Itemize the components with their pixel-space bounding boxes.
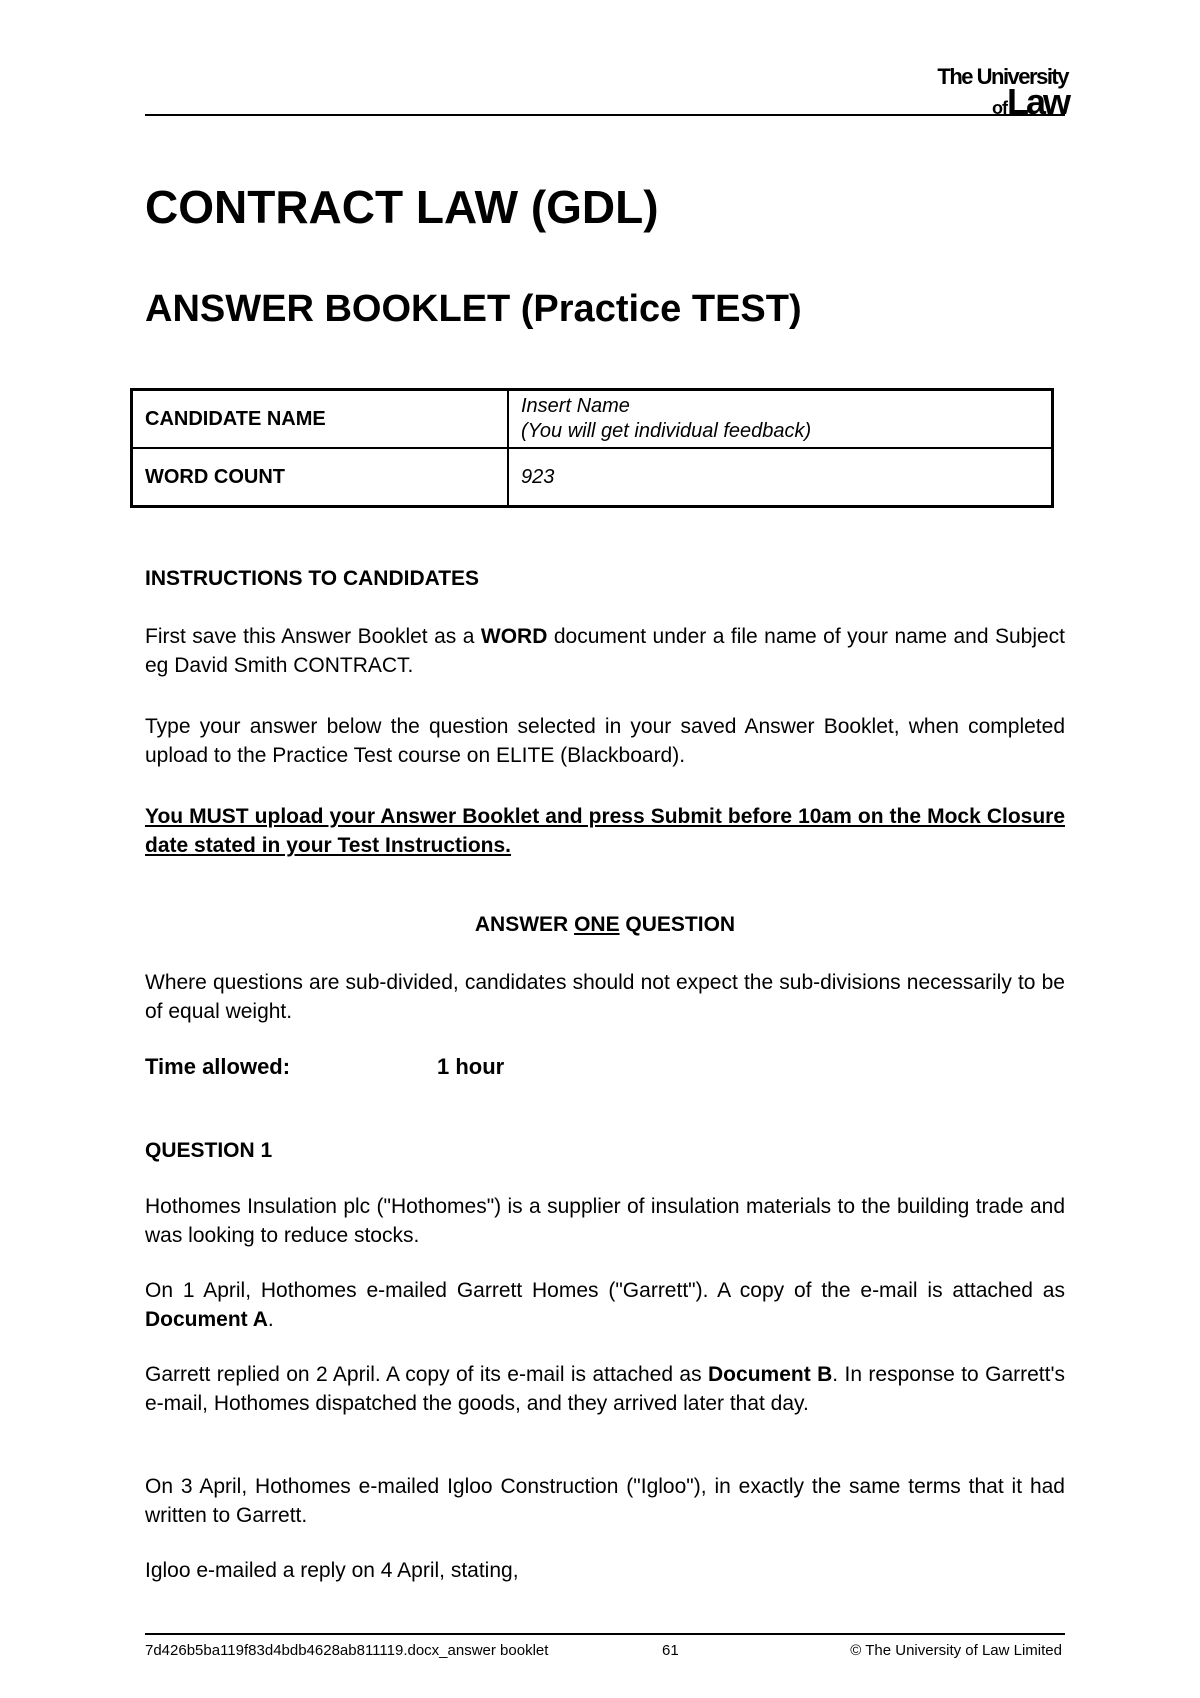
candidate-name-line2: (You will get individual feedback)	[521, 420, 812, 442]
p1-text-c: document under a file name of your name and Subject eg David Smith CONTRACT.	[145, 625, 1066, 677]
answer-heading-one: ONE	[574, 913, 620, 936]
p1-text-a: First save this Answer Booklet as a	[145, 625, 481, 648]
table-row	[132, 390, 1053, 449]
page-title: CONTRACT LAW (GDL)	[145, 181, 659, 233]
logo-of: of	[991, 98, 1007, 118]
candidate-name-line1: Insert Name	[521, 395, 630, 417]
question-1-heading: QUESTION 1	[145, 1139, 273, 1162]
q1-p2-c: .	[267, 1308, 274, 1331]
question-1-paragraph-3	[145, 1360, 1065, 1418]
q1-p3-a: Garrett replied on 2 April. A copy of its e-mail is attached as	[145, 1363, 709, 1386]
time-allowed-value: 1 hour	[437, 1054, 505, 1079]
footer-filename: 7d426b5ba119f83d4bdb4628ab811119.docx_answer booklet	[145, 1642, 549, 1659]
table-row	[132, 448, 1053, 507]
candidate-table	[130, 388, 1054, 508]
q1-p2-a: On 1 April, Hothomes e-mailed Garrett Homes ("Garrett"). A copy of the e-mail is attached as	[145, 1279, 1065, 1302]
question-1-paragraph-4: On 3 April, Hothomes e-mailed Igloo Construction ("Igloo"), in exactly the same terms that it had written to Garrett.	[145, 1475, 1065, 1527]
footer-rule	[145, 1633, 1065, 1635]
answer-note: Where questions are sub-divided, candidates should not expect the sub-divisions necessarily to be of equal weight.	[145, 971, 1065, 1023]
word-count-label: WORD COUNT	[132, 448, 509, 507]
q1-p3-document-b: Document B	[708, 1363, 833, 1386]
question-1-paragraph-5: Igloo e-mailed a reply on 4 April, stating,	[145, 1559, 519, 1582]
time-allowed-row	[145, 1054, 505, 1080]
footer-page-number: 61	[662, 1642, 679, 1659]
instructions-heading: INSTRUCTIONS TO CANDIDATES	[145, 567, 480, 590]
university-of-law-logo	[937, 66, 1068, 120]
p1-text-bold: WORD	[480, 625, 548, 648]
header-rule	[145, 114, 1065, 116]
q1-p3-c: . In response to Garrett's e-mail, Hothomes dispatched the goods, and they arrived later that day.	[145, 1363, 1065, 1415]
logo-law: Law	[1006, 81, 1068, 122]
candidate-name-label: CANDIDATE NAME	[132, 390, 509, 449]
instructions-paragraph-3: You MUST upload your Answer Booklet and press Submit before 10am on the Mock Closure date stated in your Test Instructions.	[145, 805, 1065, 857]
question-1-paragraph-2	[145, 1276, 1065, 1334]
time-allowed-label: Time allowed:	[145, 1054, 291, 1079]
answer-heading-c: QUESTION	[619, 913, 736, 936]
answer-heading	[145, 910, 1065, 939]
footer-copyright: © The University of Law Limited	[850, 1642, 1062, 1659]
answer-heading-a: ANSWER	[474, 913, 575, 936]
candidate-name-value[interactable]	[508, 390, 1053, 449]
question-1-paragraph-1: Hothomes Insulation plc ("Hothomes") is a supplier of insulation materials to the building trade and was looking to reduce stocks.	[145, 1195, 1065, 1247]
instructions-paragraph-2: Type your answer below the question selected in your saved Answer Booklet, when completed upload to the Practice Test course on ELITE (Blackboard).	[145, 715, 1065, 767]
instructions-paragraph-1	[145, 622, 1065, 680]
page-subtitle: ANSWER BOOKLET (Practice TEST)	[145, 288, 802, 330]
word-count-value[interactable]: 923	[508, 448, 1053, 507]
logo-line1: The University	[937, 64, 1068, 89]
q1-p2-document-a: Document A	[145, 1308, 268, 1331]
